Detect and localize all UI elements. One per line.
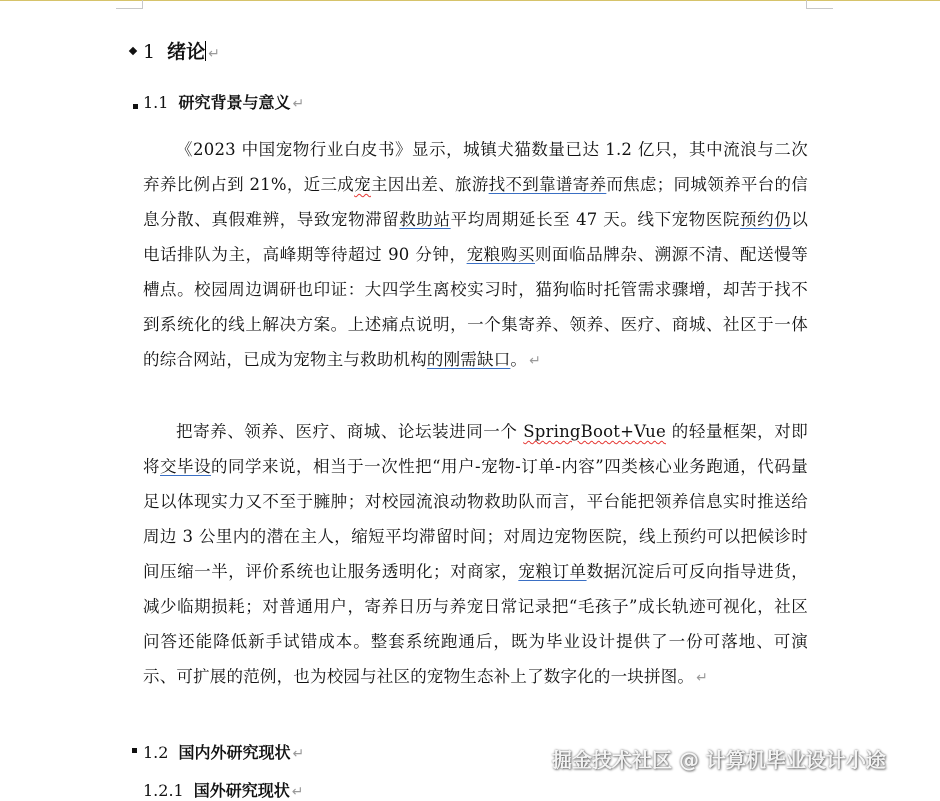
heading-1-2-1-text: 国外研究现状 — [193, 781, 290, 800]
heading-1-2-text: 国内外研究现状 — [178, 743, 291, 762]
heading-1[interactable] — [143, 37, 220, 64]
grammar-underline[interactable]: 交毕设 — [160, 457, 212, 476]
grammar-underline[interactable]: 找不到靠谱寄养 — [488, 175, 607, 194]
heading-1-1[interactable] — [143, 90, 304, 113]
text-run: 而焦虑；同城领养平台的信息分散、真假难辨，导致宠物滞留 — [143, 175, 809, 229]
margin-corner-top-right — [806, 0, 833, 9]
grammar-underline[interactable]: 宠粮订单 — [518, 562, 587, 581]
paragraph-mark: ↵ — [292, 746, 305, 762]
body-paragraph-2[interactable] — [143, 414, 808, 696]
grammar-underline[interactable]: 的刚需缺口 — [426, 350, 511, 369]
heading-marker[interactable] — [132, 748, 137, 753]
heading-1-1-text: 研究背景与意义 — [178, 93, 291, 112]
heading-1-1-number: 1.1 — [143, 93, 169, 112]
paragraph-mark: ↵ — [291, 784, 304, 800]
watermark: 掘金技术社区 @ 计算机毕业设计小途 — [552, 748, 886, 772]
body-paragraph-1[interactable] — [143, 132, 808, 379]
text-run: 以电话排队为主，高峰期等待超过 90 分钟， — [143, 210, 809, 264]
heading-collapse-marker[interactable] — [129, 47, 137, 55]
text-run: 主因出差、旅游 — [370, 175, 489, 194]
grammar-underline[interactable]: 救助站 — [399, 210, 451, 229]
heading-marker[interactable] — [133, 104, 138, 109]
grammar-underline[interactable]: 宠粮购买 — [466, 245, 535, 264]
text-run: 平均周期延长至 47 天。线下宠物医院 — [450, 210, 741, 229]
grammar-underline[interactable]: 预约仍 — [740, 210, 792, 229]
text-run: 把寄养、领养、医疗、商城、论坛装进同一个 — [176, 422, 524, 441]
heading-1-2-number: 1.2 — [143, 743, 169, 762]
text-run: 《2023 中国宠物行业白皮书》显示，城镇犬猫数量已达 1.2 亿只，其中流浪与二次弃养比例占到 21%，近三成 — [143, 140, 808, 194]
text-run: 的轻量框架，对即将 — [143, 422, 808, 476]
heading-1-2-1[interactable] — [143, 778, 303, 801]
text-run: 数据沉淀后可反向指导进货，减少临期损耗；对普通用户，寄养日历与养宠日常记录把“毛孩子”成长轨迹可视化，社区问答还能降低新手试错成本。整套系统跑通后，既为毕业设计提供了一份可落地、可演示、可扩展的范例，也为校园与社区的宠物生态补上了数字化的一块拼图。 — [143, 562, 808, 686]
spellcheck-underline[interactable]: 宠 — [354, 175, 371, 194]
heading-1-number: 1 — [143, 41, 156, 63]
text-run: 的同学来说，相当于一次性把“用户-宠物-订单-内容”四类核心业务跑通，代码量足以体现实力又不至于臃肿；对校园流浪动物救助队而言，平台能把领养信息实时推送给周边 3 公里内的潜在主人，缩短平均滞留时间；对周边宠物医院，线上预约可以把候诊时间压缩一半，评价系统也让服务透明化；对商家， — [143, 457, 808, 581]
text-run: 则面临品牌杂、溯源不清、配送慢等槽点。校园周边调研也印证：大四学生离校实习时，猫狗临时托管需求骤增，却苦于找不到系统化的线上解决方案。上述痛点说明，一个集寄养、领养、医疗、商城、社区于一体的综合网站，已成为宠物主与救助机构 — [143, 245, 808, 369]
text-cursor — [205, 41, 206, 61]
text-run: 。 — [510, 350, 528, 369]
paragraph-mark: ↵ — [292, 96, 305, 112]
margin-corner-top-left — [116, 0, 143, 9]
paragraph-mark: ↵ — [696, 670, 709, 686]
heading-1-2-1-number: 1.2.1 — [143, 781, 184, 800]
paragraph-mark: ↵ — [529, 353, 542, 369]
spellcheck-underline[interactable]: SpringBoot+Vue — [523, 422, 666, 441]
heading-1-2[interactable] — [143, 740, 304, 763]
paragraph-mark: ↵ — [208, 46, 220, 62]
heading-1-text: 绪论 — [167, 41, 206, 63]
